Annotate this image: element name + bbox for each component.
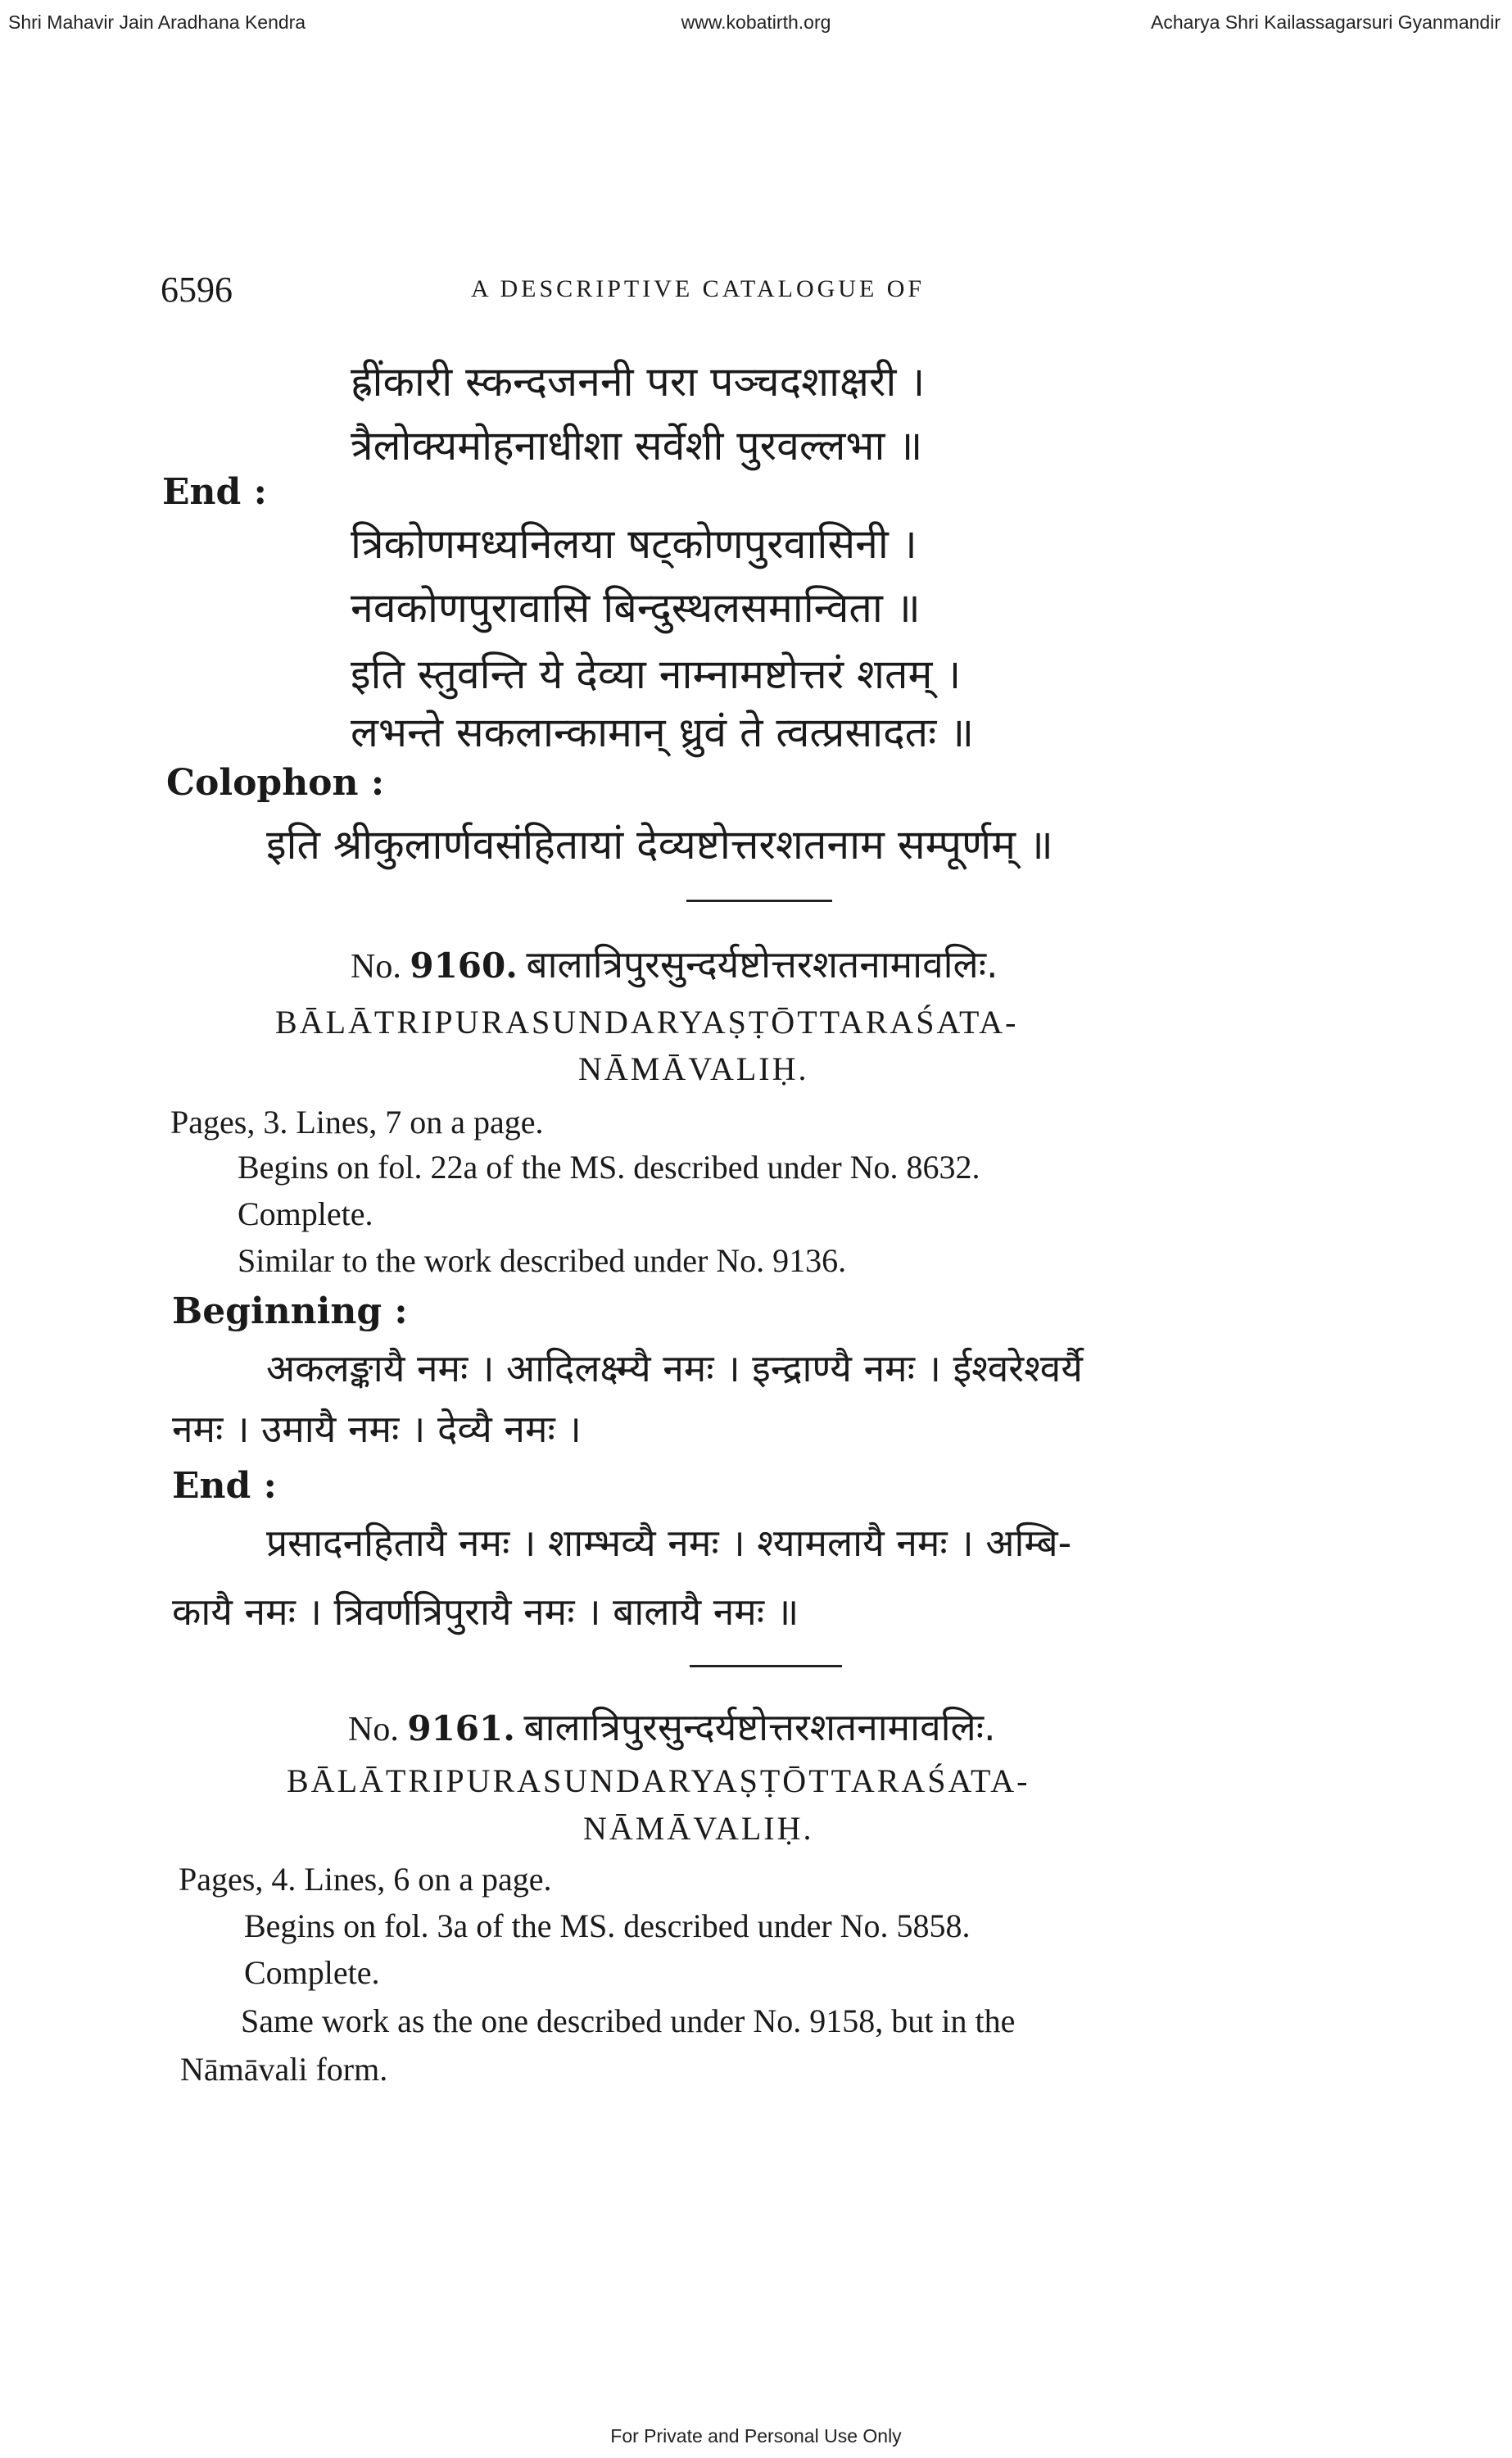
header-left-text: Shri Mahavir Jain Aradhana Kendra [8, 11, 306, 33]
description-line: Complete. [238, 1195, 373, 1232]
page-number: 6596 [161, 270, 233, 310]
colophon-label: Colophon : [166, 762, 385, 804]
entry-title-translit: BĀLĀTRIPURASUNDARYAṢṬŌTTARAŚATA- [275, 1004, 1019, 1041]
entry-no-prefix: No. [348, 1711, 399, 1748]
description-line-continuation: Nāmāvali form. [180, 2051, 388, 2088]
entry-title-translit-cont: NĀMĀVALIḤ. [578, 1050, 809, 1087]
entry-no-prefix: No. [351, 948, 401, 986]
description-line: Begins on fol. 3a of the MS. described under No. 5858. [244, 1907, 971, 1944]
header-right-text: Acharya Shri Kailassagarsuri Gyanmandir [1151, 11, 1501, 33]
pages-lines-info: Pages, 4. Lines, 6 on a page. [179, 1861, 552, 1898]
verse-line: ह्रींकारी स्कन्दजननी परा पञ्चदशाक्षरी । [351, 358, 926, 406]
end-line: कायै नमः । त्रिवर्णत्रिपुरायै नमः । बालायै नमः ॥ [172, 1590, 799, 1634]
pages-lines-info: Pages, 3. Lines, 7 on a page. [170, 1104, 544, 1141]
description-line: Similar to the work described under No. 9136. [238, 1242, 847, 1279]
site-header [0, 11, 1512, 44]
entry-heading [351, 938, 998, 989]
end-label: End : [162, 471, 267, 513]
description-line: Complete. [244, 1954, 380, 1991]
end-line: प्रसादनहितायै नमः । शाम्भव्यै नमः । श्यामलायै नमः । अम्बि- [266, 1521, 1072, 1565]
entry-number: 9160. [410, 946, 518, 986]
section-divider [686, 900, 832, 902]
section-divider [690, 1665, 842, 1667]
entry-title-devanagari: बालात्रिपुरसुन्दर्यष्टोत्तरशतनामावलिः. [523, 1705, 996, 1749]
colophon-line: इति श्रीकुलार्णवसंहितायां देव्यष्टोत्तरशतनाम सम्पूर्णम् ॥ [266, 821, 1053, 868]
verse-line: नवकोणपुरावासि बिन्दुस्थलसमान्विता ॥ [351, 584, 921, 632]
end-label: End : [172, 1465, 277, 1507]
header-center-text: www.kobatirth.org [681, 11, 831, 33]
description-line: Same work as the one described under No. 9158, but in the [241, 2002, 1016, 2039]
beginning-line: अकलङ्कायै नमः । आदिलक्ष्म्यै नमः । इन्द्राण्यै नमः । ईश्वरेश्वर्यै [266, 1346, 1083, 1390]
entry-number: 9161. [407, 1708, 515, 1748]
verse-line: लभन्ते सकलान्कामान् ध्रुवं ते त्वत्प्रसादतः ॥ [351, 709, 975, 756]
entry-title-translit-cont: NĀMĀVALIḤ. [583, 1810, 814, 1847]
verse-line: त्रैलोक्यमोहनाधीशा सर्वेशी पुरवल्लभा ॥ [351, 422, 923, 469]
running-head: A DESCRIPTIVE CATALOGUE OF [471, 275, 926, 302]
entry-title-devanagari: बालात्रिपुरसुन्दर्यष्टोत्तरशतनामावलिः. [526, 942, 998, 986]
beginning-line: नमः । उमायै नमः । देव्यै नमः । [172, 1407, 582, 1451]
footer-notice: For Private and Personal Use Only [610, 2425, 902, 2447]
entry-heading [348, 1701, 996, 1752]
description-line: Begins on fol. 22a of the MS. described under No. 8632. [238, 1149, 980, 1186]
entry-title-translit: BĀLĀTRIPURASUNDARYAṢṬŌTTARAŚATA- [287, 1762, 1030, 1799]
verse-line: त्रिकोणमध्यनिलया षट्कोणपुरवासिनी । [351, 520, 917, 568]
beginning-label: Beginning : [172, 1290, 408, 1332]
verse-line: इति स्तुवन्ति ये देव्या नाम्नामष्टोत्तरं शतम् । [351, 651, 962, 698]
